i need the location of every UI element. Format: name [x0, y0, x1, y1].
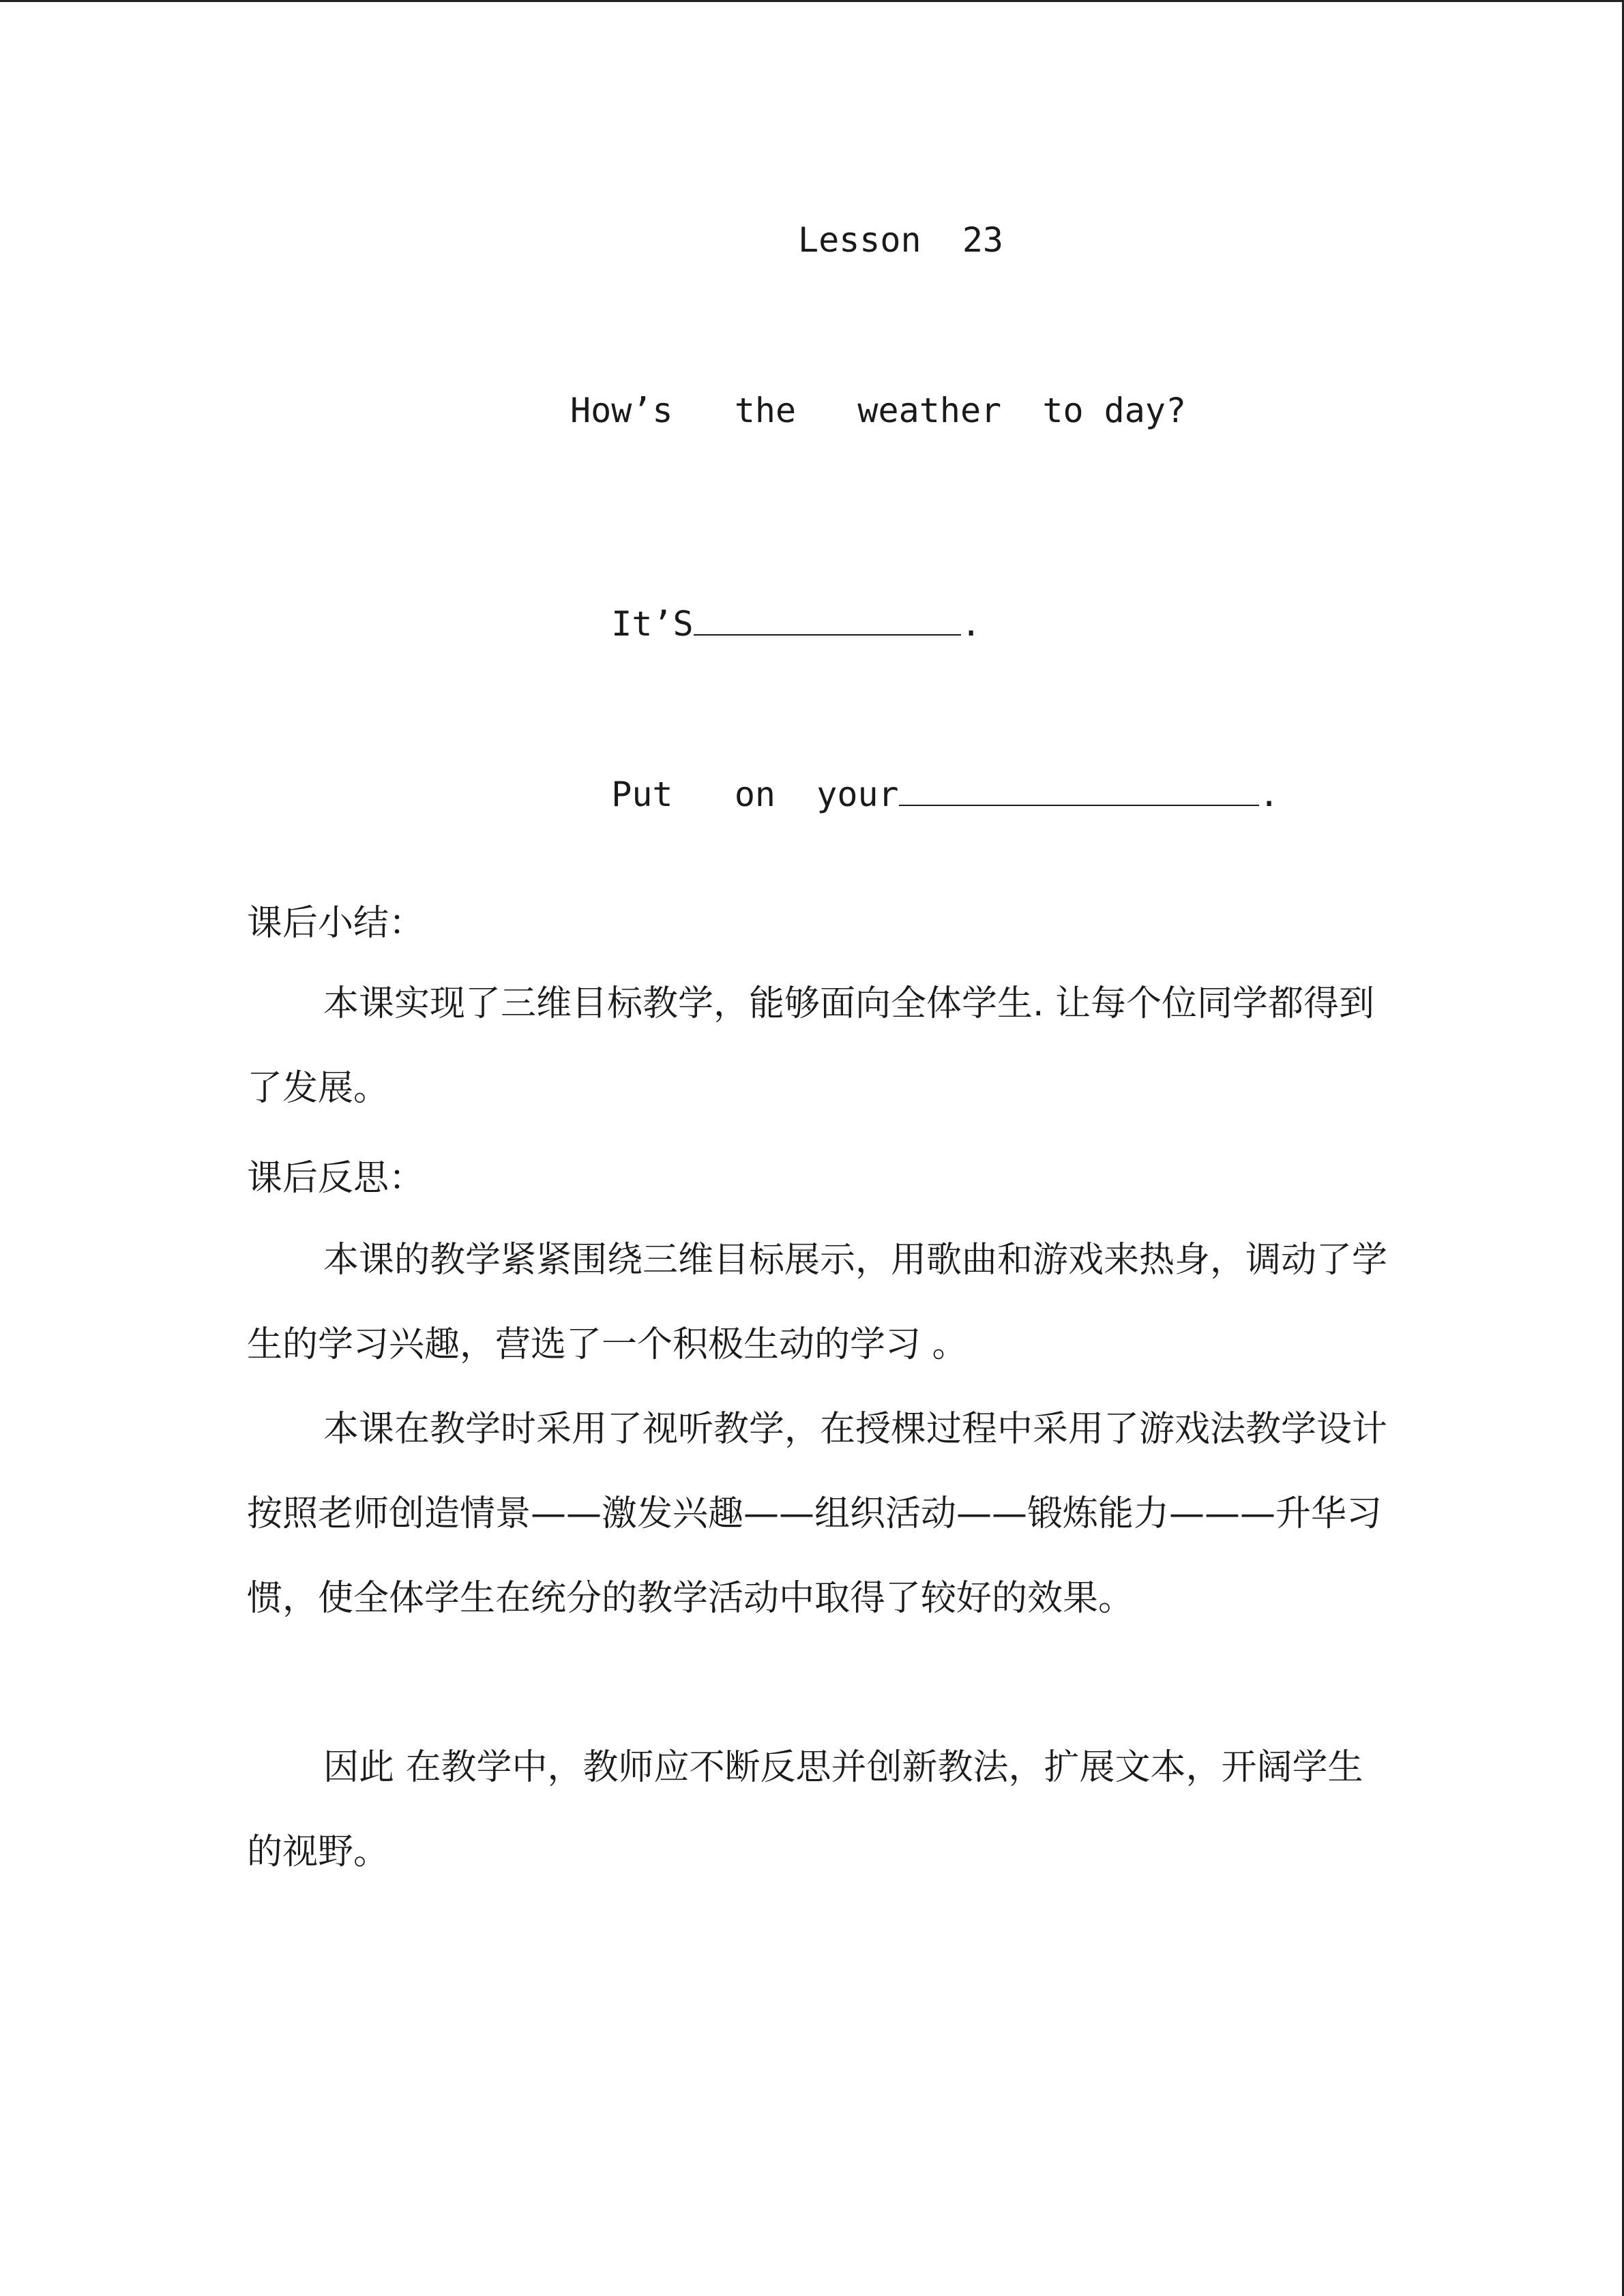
- clothing-sentence-period: .: [1258, 775, 1280, 814]
- summary-paragraph: 本课实现了三维目标教学，能够面向全体学生. 让每个位同学都得到了发展。: [247, 983, 1375, 1109]
- clothing-sentence-prefix: Put on your: [611, 775, 899, 814]
- reflection-heading: 课后反思：: [247, 1158, 425, 1199]
- lesson-title: Lesson 23: [798, 220, 1004, 260]
- weather-answer-line: [570, 561, 981, 644]
- weather-answer-period: .: [960, 604, 981, 644]
- reflection-paragraph: 因此 在教学中，教师应不断反思并创新教法，扩展文本，开阔学生的视野。: [247, 1747, 1363, 1873]
- clothing-answer-blank[interactable]: [899, 772, 1259, 806]
- weather-answer-blank[interactable]: [694, 601, 961, 636]
- top-border-line: [0, 0, 1624, 2]
- summary-heading: 课后小结：: [247, 903, 425, 944]
- clothing-sentence-line: [570, 731, 1280, 815]
- reflection-paragraph: 本课的教学紧紧围绕三维目标展示，用歌曲和游戏来热身，调动了学生的学习兴趣，营选了一个积极生动的学习 。: [247, 1240, 1388, 1365]
- weather-answer-prefix: It’S: [611, 604, 694, 644]
- reflection-paragraph: 本课在教学时采用了视听教学，在授棵过程中采用了游戏法教学设计按照老师创造情景——激发兴趣——组织活动——锻炼能力———升华习惯，使全体学生在统分的教学活动中取得了较好的效果。: [247, 1409, 1388, 1619]
- weather-question: How’s the weather to day?: [570, 391, 1187, 430]
